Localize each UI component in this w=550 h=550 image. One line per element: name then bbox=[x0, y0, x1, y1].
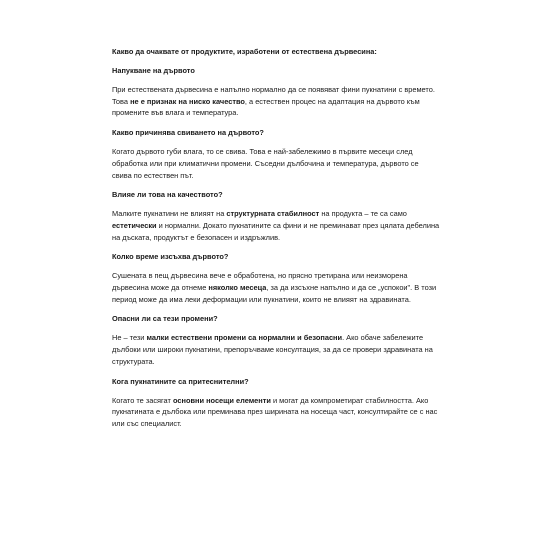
section bbox=[112, 127, 440, 181]
section bbox=[112, 65, 440, 119]
document-page bbox=[112, 46, 440, 438]
section-paragraph bbox=[112, 332, 440, 367]
emphasis-text: малки естествени промени са нормални и безопасни bbox=[146, 333, 343, 343]
section-paragraph bbox=[112, 208, 440, 243]
emphasis-text: не е признак на ниско качество bbox=[130, 96, 245, 106]
section-heading: Влияе ли това на качеството? bbox=[112, 190, 223, 200]
section-heading: Какво причинява свиването на дървото? bbox=[112, 128, 264, 138]
sections-container bbox=[112, 65, 440, 430]
section-paragraph bbox=[112, 84, 440, 119]
section-heading: Кога пукнатините са притеснителни? bbox=[112, 376, 249, 386]
body-text: Когато те засягат bbox=[112, 395, 173, 405]
body-text: Сушената в пещ дървесина вече е обработена, но прясно третирана или неизморена дървесина може да отнеме bbox=[112, 271, 408, 293]
body-text: , а естествен процес на адаптация на дървото към промените във влага и температура. bbox=[112, 96, 420, 118]
section bbox=[112, 189, 440, 243]
section bbox=[112, 251, 440, 305]
body-text: Когато дървото губи влага, то се свива. Това е най-забележимо в първите месеци след обработка или при климатични промени. Съседни дълбочина и температура, дървото се свива по естествен път. bbox=[112, 147, 419, 180]
emphasis-text: основни носещи елементи bbox=[172, 395, 271, 405]
section-heading: Напукване на дървото bbox=[112, 66, 195, 75]
section bbox=[112, 313, 440, 367]
section-heading: Колко време изсъхва дървото? bbox=[112, 252, 229, 262]
body-text: Малките пукнатини не влияят на bbox=[112, 209, 227, 219]
body-text: и нормални. Докато пукнатините са фини и не преминават през цялата дебелина на дъската, продуктът е безопасен и издръжлив. bbox=[112, 220, 440, 242]
emphasis-text: естетически bbox=[112, 220, 157, 230]
body-text: Не – тези bbox=[112, 333, 147, 343]
body-text: и могат да компрометират стабилността. Ако пукнатината е дълбока или преминава през ширината на носеща част, консултирайте се с нас или със специалист. bbox=[112, 395, 438, 428]
document-title: Какво да очаквате от продуктите, изработени от естествена дървесина: bbox=[112, 47, 377, 56]
emphasis-text: няколко месеца bbox=[208, 283, 267, 293]
body-text: . Ако обаче забележите дълбоки или широки пукнатини, препоръчваме консултация, за да се провери здравината на структурата. bbox=[112, 333, 433, 366]
body-text: на продукта – те са само bbox=[319, 209, 407, 219]
section bbox=[112, 376, 440, 430]
section-heading: Опасни ли са тези промени? bbox=[112, 314, 218, 324]
body-text: При естествената дървесина е напълно нормално да се появяват фини пукнатини с времето. Това bbox=[112, 85, 435, 106]
section-paragraph bbox=[112, 270, 440, 305]
body-text: , за да изсъхне напълно и да се „успокои". В този период може да има леки деформации или пукнатини, които не влияят на здравината. bbox=[112, 283, 437, 304]
emphasis-text: структурната стабилност bbox=[226, 209, 320, 219]
section-paragraph bbox=[112, 146, 440, 181]
section-paragraph bbox=[112, 395, 440, 430]
